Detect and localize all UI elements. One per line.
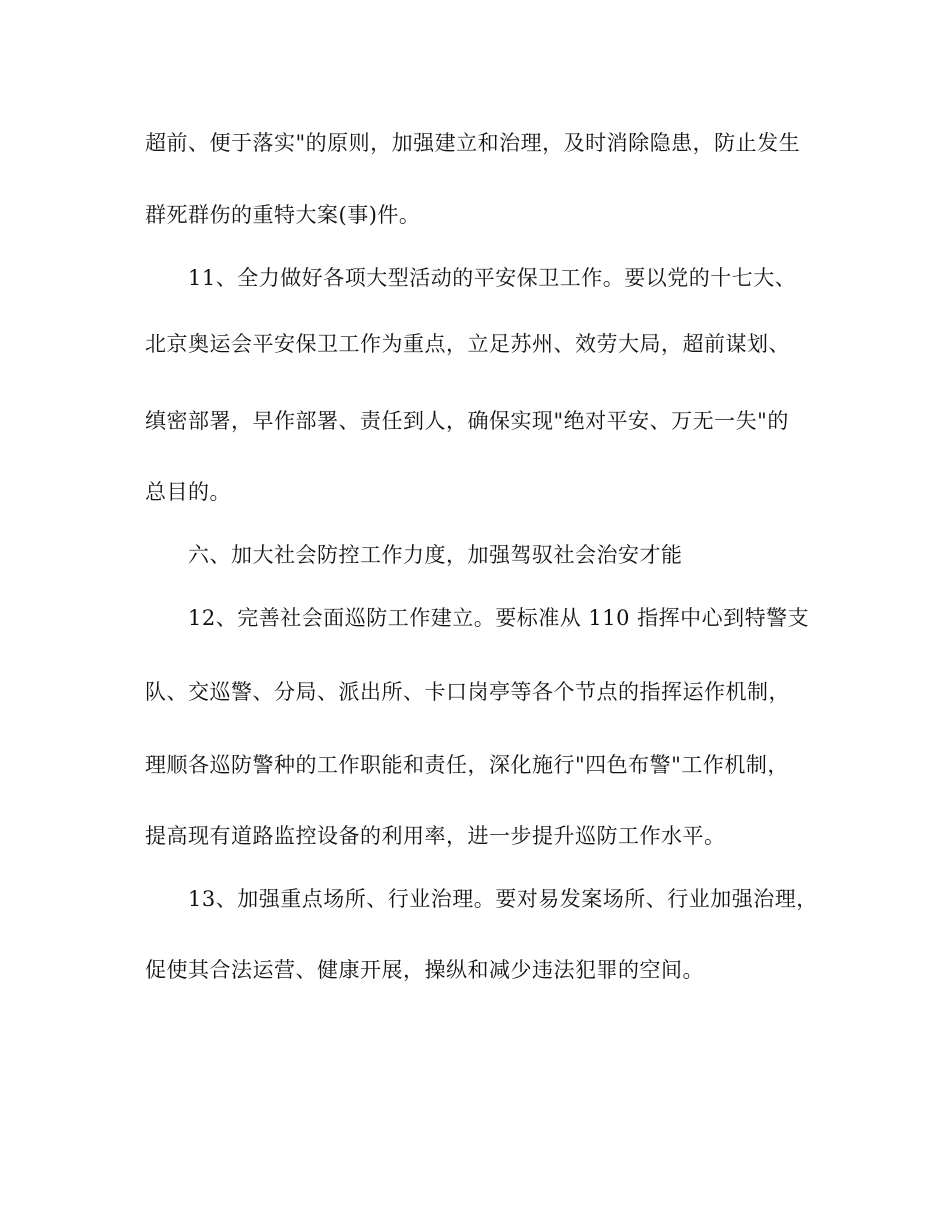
text-line-11: 提高现有道路监控设备的利用率，进一步提升巡防工作水平。 — [145, 824, 726, 848]
text-line-2: 群死群伤的重特大案(事)件。 — [145, 203, 421, 227]
text-line-10: 理顺各巡防警种的工作职能和责任，深化施行"四色布警"工作机制， — [145, 753, 789, 777]
text-line-6: 总目的。 — [145, 480, 231, 504]
text-line-5: 缜密部署，早作部署、责任到人，确保实现"绝对平安、万无一失"的 — [145, 409, 789, 433]
text-line-1: 超前、便于落实"的原则，加强建立和治理，及时消除隐患，防止发生 — [145, 131, 801, 155]
paragraph-13-line-1: 13、加强重点场所、行业治理。要对易发案场所、行业加强治理， — [188, 887, 818, 911]
paragraph-12-line-1: 12、完善社会面巡防工作建立。要标准从 110 指挥中心到特警支 — [188, 606, 810, 630]
text-line-13: 促使其合法运营、健康开展，操纵和减少违法犯罪的空间。 — [145, 958, 704, 982]
text-line-9: 队、交巡警、分局、派出所、卡口岗亭等各个节点的指挥运作机制， — [145, 680, 790, 704]
section-heading-6: 六、加大社会防控工作力度，加强驾驭社会治安才能 — [188, 543, 683, 567]
text-line-4: 北京奥运会平安保卫工作为重点，立足苏州、效劳大局，超前谋划、 — [145, 332, 790, 356]
paragraph-11-line-1: 11、全力做好各项大型活动的平安保卫工作。要以党的十七大、 — [188, 266, 797, 290]
